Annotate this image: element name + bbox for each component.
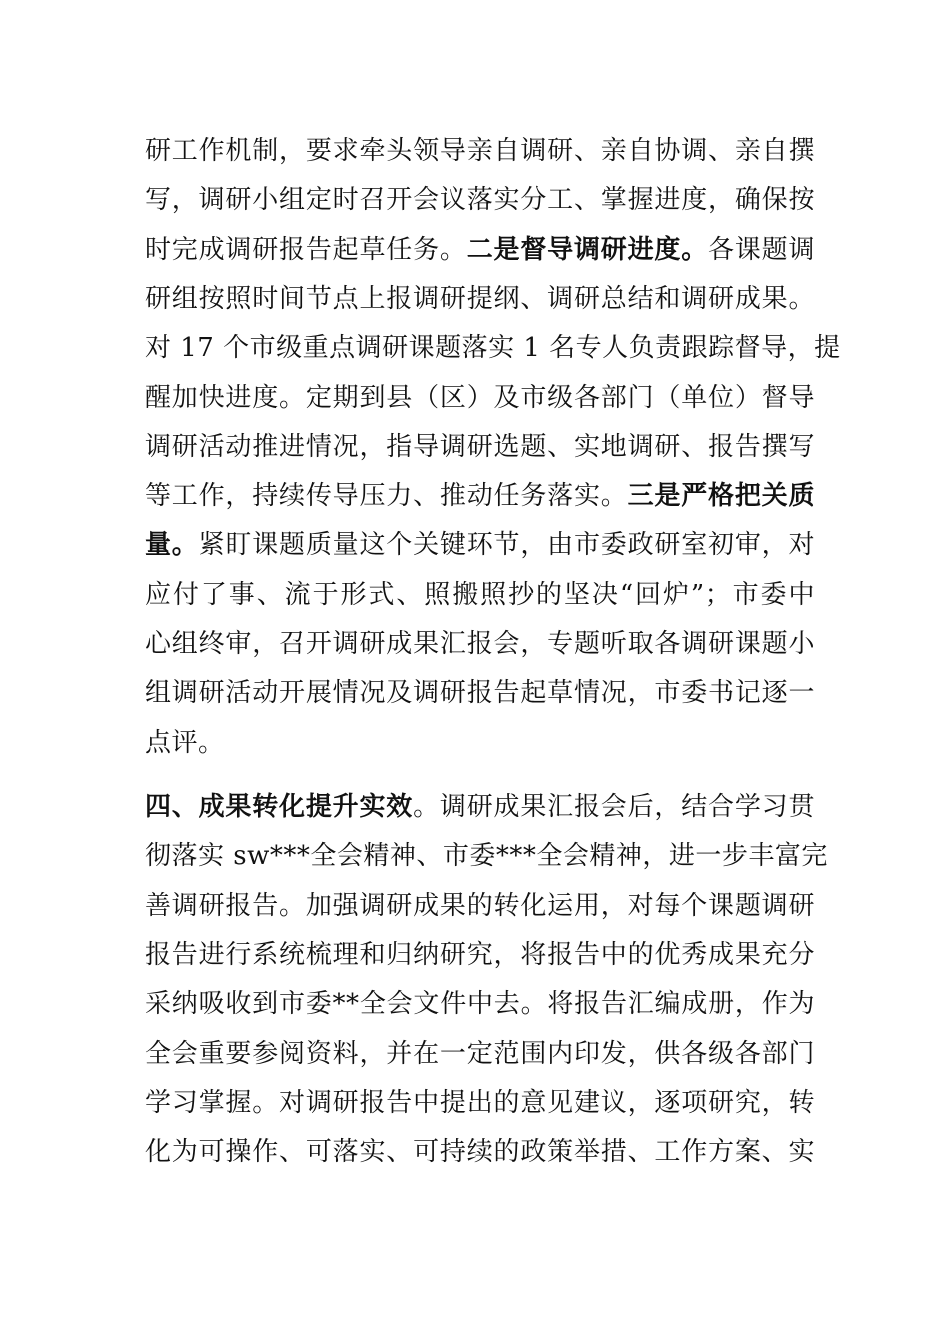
text-segment: 对 17 个市级重点调研课题落实 1 名专人负责跟踪督导，提: [145, 333, 841, 364]
text-segment: 。调研成果汇报会后，结合学习贯: [413, 792, 815, 822]
text-segment: 研工作机制，要求牵头领导亲自调研、亲自协调、亲自撰: [145, 136, 815, 166]
text-segment: 点评。: [145, 727, 225, 758]
text-line: [145, 836, 828, 876]
text-segment: 组调研活动开展情况及调研报告起草情况，市委书记逐一: [145, 678, 815, 709]
bold-text-segment: 二是督导调研进度。: [466, 234, 709, 265]
text-line: [145, 624, 815, 664]
text-segment: 心组终审，召开调研成果汇报会，专题听取各调研课题小: [145, 629, 815, 659]
text-line: [145, 673, 815, 713]
bold-text-segment: 量。: [145, 530, 199, 561]
text-segment: 化为可操作、可落实、可持续的政策举措、工作方案、实: [145, 1137, 815, 1168]
text-segment: 善调研报告。加强调研成果的转化运用，对每个课题调研: [145, 890, 815, 921]
text-line: [145, 787, 815, 827]
text-line: [145, 427, 815, 467]
text-segment: 采纳吸收到市委**全会文件中去。将报告汇编成册，作为: [145, 989, 815, 1020]
text-segment: 应付了事、流于形式、照搬照抄的坚决“回炉”；市委中: [145, 579, 815, 610]
text-line: [145, 230, 815, 270]
text-line: [145, 575, 815, 615]
text-segment: 报告进行系统梳理和归纳研究，将报告中的优秀成果充分: [145, 939, 815, 970]
bold-text-segment: 三是严格把关质: [627, 481, 815, 512]
text-line: [145, 1034, 815, 1074]
text-line: [145, 180, 815, 220]
text-line: [145, 131, 815, 171]
text-segment: 各课题调: [708, 234, 815, 265]
text-segment: 彻落实 sw***全会精神、市委***全会精神，进一步丰富完: [145, 841, 828, 872]
text-line: [145, 935, 815, 975]
text-segment: 调研活动推进情况，指导调研选题、实地调研、报告撰写: [145, 431, 815, 462]
text-segment: 紧盯课题质量这个关键环节，由市委政研室初审，对: [198, 530, 815, 561]
text-line: [145, 1132, 815, 1172]
text-segment: 写，调研小组定时召开会议落实分工、掌握进度，确保按: [145, 185, 815, 216]
text-segment: 时完成调研报告起草任务。: [145, 234, 467, 265]
text-line: [145, 279, 815, 319]
text-line: [145, 886, 815, 926]
text-segment: 全会重要参阅资料，并在一定范围内印发，供各级各部门: [145, 1038, 815, 1069]
bold-text-segment: 四、成果转化提升实效: [145, 792, 414, 822]
text-segment: 等工作，持续传导压力、推动任务落实。: [145, 481, 628, 512]
text-segment: 研组按照时间节点上报调研提纲、调研总结和调研成果。: [145, 283, 815, 314]
text-segment: 醒加快进度。定期到县（区）及市级各部门（单位）督导: [145, 382, 815, 413]
text-line: [145, 1083, 815, 1123]
text-line: [145, 984, 815, 1024]
text-line: [145, 378, 815, 418]
text-line: [145, 476, 815, 516]
text-line: [145, 328, 841, 368]
text-segment: 学习掌握。对调研报告中提出的意见建议，逐项研究，转: [145, 1087, 815, 1118]
text-line: [145, 525, 815, 565]
text-line: [145, 723, 815, 763]
